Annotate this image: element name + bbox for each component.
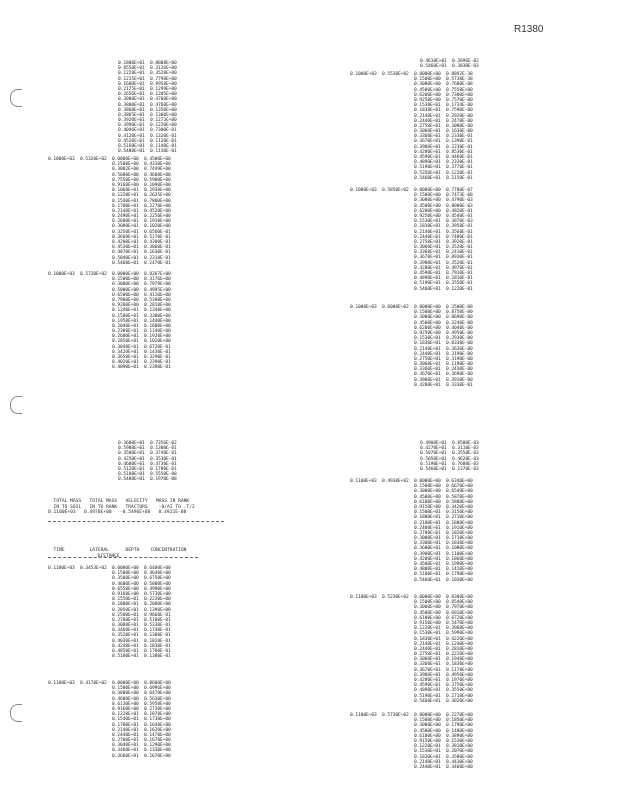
row-values: 0.2140E+01 0.3630E-00 (414, 346, 473, 352)
punch-hole (10, 396, 22, 414)
summary-h2-2: TRACTORS (125, 504, 148, 510)
row-values: 0.4200E+01 0.4300E-01 (112, 240, 171, 245)
row-values: 0.3460E+01 0.1740E-01 (112, 628, 171, 634)
row-values: 0.4500E+00 0.1480E+00 (414, 728, 473, 734)
row-values: 0.1500E+00 0.8540E+00 (414, 600, 473, 606)
row-values: 0.3980E+01 0.3520E-01 (414, 260, 473, 266)
row-values: 0.4590E+01 0.7910E-01 (414, 271, 473, 276)
row-values: 0.2175E+01 0.1299E+00 (118, 86, 177, 92)
row-values: 0.6100E+00 0.5800E+00 (414, 499, 473, 505)
row-values: 0.5190E+01 0.7600E-03 (420, 461, 479, 467)
group-label: 0.1000E+03 0.5530E+02 (350, 72, 409, 77)
group-label: 0.1080E+03 0.6000E+02 (350, 305, 409, 310)
row-values: 0.3650E+01 0.3290E-01 (112, 355, 171, 360)
row-values: 0.9250E+00 0.4950E-00 (414, 330, 473, 336)
row-values: 0.5100E+01 0.1790E+00 (414, 572, 473, 578)
conc-h-3: CONCENTRATION (150, 547, 187, 553)
row-values: 0.2440E+01 0.7480E-01 (414, 234, 473, 240)
row-values: 0.4850E+01 0.1780E-01 (112, 649, 171, 654)
row-values: 0.3040E+01 0.6720E-01 (112, 344, 171, 350)
row-values: 0.5100E+01 0.5550E-08 (118, 472, 177, 478)
row-values: 0.1500E+00 0.7473E-08 (414, 193, 473, 199)
data-block (420, 441, 479, 472)
row-values: 0.1530E+01 0.1734E-00 (414, 103, 473, 109)
row-values: 0.1580E+01 0.3300E+00 (112, 313, 171, 319)
data-block (350, 595, 473, 704)
row-values: 0.4530E+01 0.3860E-01 (112, 245, 171, 251)
row-values: 0.4500E+00 0.5870E+00 (414, 494, 473, 500)
row-values: 0.2600E+01 0.1910E+00 (112, 219, 171, 225)
data-row (350, 578, 473, 583)
row-values: 0.4280E+01 0.4970E-01 (414, 265, 473, 271)
row-values: 0.1830E+01 0.3500E+00 (414, 754, 473, 760)
row-values: 0.6200E+00 0.7300E+00 (414, 92, 473, 98)
row-values: 0.2440E+01 0.2810E+00 (414, 646, 473, 652)
row-values: 0.5460E+01 0.2470E-01 (112, 260, 171, 266)
row-values: 0.1830E+01 0.3950E-01 (414, 224, 473, 230)
row-values: 0.4600E+00 0.5800E+00 (112, 581, 171, 587)
row-values: 0.4500E+00 0.8000E-03 (414, 203, 473, 209)
row-values: 0.1220E+01 0.3960E+00 (414, 626, 473, 632)
row-values: 0.4200E+01 0.1860E+00 (414, 556, 473, 562)
group-label (350, 765, 409, 770)
group-label: 0.1100E+03 0.5730E+02 (350, 713, 409, 718)
row-values: 0.1700E+01 0.1640E+00 (112, 722, 171, 728)
data-row (48, 754, 171, 759)
row-values: 0.9160E+00 0.2730E+00 (112, 706, 171, 712)
row-values: 0.3002E+00 0.7449E+00 (112, 167, 171, 173)
row-values: 0.1530E+01 0.2930E-00 (414, 336, 473, 342)
row-values: 0.5460E+01 0.3020E+00 (414, 698, 473, 704)
row-values: 0.5980E+01 0.1300E-01 (118, 446, 177, 452)
row-values: 0.3980E+01 0.3910E-00 (414, 377, 473, 383)
row-values: 0.3000E+00 0.1790E+00 (414, 723, 473, 729)
row-values: 0.1530E+01 0.3870E-03 (414, 219, 473, 225)
row-values: 0.1060E+01 0.2930E+00 (112, 188, 171, 194)
row-values: 0.3670E+01 0.1170E+00 (414, 667, 473, 673)
row-values: 0.4020E+01 0.2390E-01 (112, 360, 171, 366)
row-values: 0.2140E+01 0.1620E+00 (112, 727, 171, 733)
group-label: 0.1100E+03 0.4170E+02 (48, 681, 107, 686)
summary-h2-0: IN TO SOIL (53, 504, 82, 510)
conc-h-1: LATERAL (89, 547, 109, 553)
row-values: 0.1240E+01 0.1340E+00 (112, 308, 171, 314)
row-values: 0.3360E+01 0.1830E+00 (414, 662, 473, 668)
row-values: 0.4520E+01 0.1120E-01 (118, 138, 177, 144)
row-values: 0.0000E+00 0.8892E-38 (414, 72, 473, 77)
row-values: 0.5000E+00 0.4995E+00 (112, 287, 171, 293)
summary-h-3: MASS IN RANK (155, 498, 190, 504)
punch-hole (10, 704, 22, 722)
row-values: 0.5040E+01 0.2310E-01 (112, 255, 171, 261)
divider (48, 557, 198, 558)
row-values: 0.3000E+00 0.7970E+00 (414, 605, 473, 611)
data-row (350, 765, 473, 770)
row-values: 0.1550E+01 0.2230E+00 (112, 597, 171, 603)
row-values: 0.1220E+01 0.2635E+00 (112, 193, 171, 199)
row-values: 0.1220E+01 0.3810E+00 (414, 744, 473, 750)
row-values: 0.3000E+00 0.8690E-00 (414, 315, 473, 321)
row-values: 0.9150E+00 0.3420E+00 (414, 504, 473, 510)
summary-h-0: TOTAL MASS (53, 498, 82, 504)
row-values: 0.6100E+00 0.6720E+00 (414, 615, 473, 621)
row-values: 0.3060E+01 0.1630E-00 (414, 129, 473, 135)
row-values: 0.3000E+00 0.7600E-08 (414, 82, 473, 88)
row-values: 0.1500E+00 0.8750E-00 (414, 310, 473, 316)
row-values: 0.2600E+01 0.1920E+00 (112, 334, 171, 340)
row-values: 0.2300E+01 0.1140E+00 (112, 329, 171, 335)
row-values: 0.3360E+01 0.2430E-00 (414, 367, 473, 373)
row-values: 0.3080E+01 0.5330E-01 (112, 623, 171, 629)
row-values: 0.3500E+00 0.6750E+00 (112, 576, 171, 582)
row-values: 0.5480E+01 0.1970E-08 (118, 477, 177, 483)
row-values: 0.6200E+00 0.4820E-01 (414, 208, 473, 214)
row-values: 0.4890E+01 0.2330E-01 (414, 160, 473, 166)
row-values: 0.5480E+01 0.1130E-01 (118, 149, 177, 155)
row-values: 0.1830E+01 0.8330E-00 (414, 341, 473, 347)
divider (48, 521, 224, 522)
row-values: 0.3250E+01 0.6560E-01 (112, 229, 171, 235)
row-values: 0.0000E+00 0.4500E+00 (112, 157, 171, 162)
row-values: 0.3600E+01 0.7356E-02 (118, 441, 177, 446)
row-values: 0.4280E+01 0.1970E+00 (414, 678, 473, 683)
row-values: 0.3420E+01 0.1430E-01 (112, 349, 171, 355)
row-values: 0.4280E+01 0.3330E-01 (414, 382, 473, 388)
row-values: 0.4280E+01 0.8530E-01 (414, 149, 473, 155)
row-values: 0.7550E+00 0.5900E+00 (112, 177, 171, 183)
row-values: 0.5190E+01 0.3550E-01 (414, 281, 473, 287)
row-values: 0.3660E+01 0.1670E+00 (112, 753, 171, 759)
row-values: 0.6130E+00 0.5950E+00 (112, 701, 171, 707)
row-values: 0.3000E+00 0.4790E-03 (414, 198, 473, 204)
row-values: 0.9250E+00 0.7570E-00 (414, 97, 473, 103)
row-values: 0.4500E+00 0.7550E+00 (414, 87, 473, 93)
row-values: 0.1830E+01 0.4220E+00 (414, 636, 473, 642)
data-row (118, 477, 177, 482)
conc-h2-1: DISTANCE (97, 553, 120, 559)
summary-h2-3: -0/AI TO .T/2 (158, 504, 195, 510)
row-values: 0.1950E+01 0.1440E+00 (112, 318, 171, 324)
row-values: 0.4250E+01 0.3530E-01 (118, 456, 177, 462)
data-block (350, 479, 473, 583)
row-values: 0.7900E+00 0.5390E+00 (112, 297, 171, 303)
row-values: 0.4046E+01 0.7300E-01 (118, 128, 177, 134)
row-values: 0.5350E+01 0.1220E-01 (414, 170, 473, 176)
row-values: 0.2750E+01 0.3920E-01 (414, 239, 473, 245)
row-values: 0.3860E+01 0.1350E+00 (118, 107, 177, 113)
row-values: 0.2100E+01 0.1800E+00 (414, 520, 473, 526)
row-values: 0.2040E+01 0.1600E+00 (112, 323, 171, 329)
row-values: 0.1220E+01 0.1870E+00 (112, 712, 171, 718)
data-block (350, 713, 473, 770)
row-values: 0.6100E+00 0.3890E+00 (414, 733, 473, 739)
row-values: 0.5460E+01 0.1150E-01 (414, 175, 473, 181)
row-values: 0.3980E+01 0.2230E-01 (414, 144, 473, 150)
row-values: 0.4030E+01 0.1820E-01 (112, 638, 171, 644)
group-label: 0.1000E+03 0.5850E+02 (350, 188, 409, 193)
row-values: 0.3900E+01 0.1100E+00 (414, 551, 473, 557)
row-values: 0.8550E+01 0.3126E+00 (118, 66, 177, 72)
row-values: 0.3360E+01 0.2410E-01 (414, 250, 473, 256)
row-values: 0.2780E+01 0.5180E-01 (112, 617, 171, 623)
row-values: 0.2700E+01 0.1820E+00 (414, 530, 473, 536)
row-values: 0.3000E+00 0.6540E+00 (414, 489, 473, 495)
conc-h-0: TIME (53, 547, 65, 553)
group-label (350, 287, 409, 292)
row-values: 0.0000E+00 0.2270E+00 (414, 713, 473, 718)
row-values: 0.4590E+01 0.4460E-01 (414, 155, 473, 160)
row-values: 0.3670E+01 0.8930E-01 (414, 255, 473, 261)
row-values: 0.4800E+01 0.1410E+00 (414, 567, 473, 573)
row-values: 0.2400E+01 0.1910E+00 (414, 525, 473, 531)
row-values: 0.2750E+01 0.3080E-00 (414, 123, 473, 129)
row-values: 0.1540E+01 0.1730E+00 (112, 717, 171, 723)
group-label (350, 176, 409, 181)
row-values: 0.4500E+00 0.6910E+00 (414, 610, 473, 616)
conc-h-2: DEPTH (125, 547, 140, 553)
row-values: 0.2490E+01 0.2250E+00 (112, 214, 171, 220)
group-label (350, 578, 409, 583)
row-values: 0.1530E+01 0.5990E+00 (414, 631, 473, 637)
row-values: 0.3060E+01 0.1190E-00 (414, 362, 473, 368)
row-values: 0.4600E+00 0.5630E+00 (112, 696, 171, 702)
row-values: 0.4500E+00 0.3240E-00 (414, 320, 473, 326)
row-values: 0.3500E+01 0.3748E-01 (118, 451, 177, 457)
summary-values: 0.1100E+03 0.4970E+00 -0.5496E+00 0.4921E-08 (48, 510, 187, 515)
row-values: 0.4270E+01 0.3110E-03 (420, 446, 479, 452)
row-values: 0.5050E+01 0.4620E-03 (420, 456, 479, 462)
row-values: 0.3060E+01 0.1940E+00 (414, 657, 473, 663)
row-values: 0.0000E+00 0.6400E+00 (112, 566, 171, 571)
row-values: 0.3000E+00 0.6470E+00 (112, 691, 171, 697)
data-row (350, 287, 473, 292)
row-values: 0.3865E+01 0.1300E+00 (118, 112, 177, 118)
row-values: 0.1215E+01 0.7798E+00 (118, 76, 177, 82)
row-values: 0.3660E+01 0.5170E-01 (112, 234, 171, 240)
row-values: 0.2440E+01 0.3190E-00 (414, 351, 473, 357)
data-row (350, 176, 473, 181)
row-values: 0.1600E+01 0.9958E+00 (118, 81, 177, 87)
data-block (350, 72, 473, 181)
row-values: 0.3080E+01 0.4780E+00 (118, 97, 177, 103)
group-label: 0.1000E+03 0.5720E+02 (48, 272, 107, 277)
row-values: 0.2440E+01 0.1470E+00 (112, 732, 171, 738)
row-values: 0.9160E+00 0.5730E+00 (112, 591, 171, 597)
row-values: 0.6200E+00 0.4040E-00 (414, 325, 473, 331)
data-block (48, 272, 171, 371)
group-label (48, 365, 107, 370)
row-values: 0.4870E+01 0.1630E-01 (112, 250, 171, 256)
row-values: 0.3670E+01 0.1390E-01 (414, 139, 473, 145)
summary-h-1: TOTAL MASS (89, 498, 118, 504)
row-values: 0.4600E+01 0.4730E-01 (118, 461, 177, 467)
row-values: 0.1700E+01 0.2270E+00 (112, 203, 171, 209)
row-values: 0.3990E+01 0.1220E+00 (118, 123, 177, 129)
group-label (350, 383, 409, 388)
group-label: 0.1100E+03 0.5230E+02 (350, 595, 409, 600)
row-values: 0.0000E+00 0.7780E-07 (414, 188, 473, 193)
row-values: 0.2656E+01 0.1205E+00 (118, 92, 177, 98)
data-row (420, 467, 479, 472)
row-values: 0.2850E+01 0.1020E+00 (112, 339, 171, 345)
punch-hole (10, 89, 22, 107)
row-values: 0.4890E+01 0.2810E-01 (414, 276, 473, 282)
row-values: 0.0000E+00 0.8600E+00 (112, 681, 171, 686)
data-row (350, 699, 473, 704)
row-values: 0.5100E+01 0.1380E-01 (112, 654, 171, 660)
group-label (48, 654, 107, 659)
row-values: 0.2440E+01 0.3460E+00 (414, 764, 473, 770)
row-values: 0.1220E+01 0.3528E+00 (118, 71, 177, 77)
row-values: 0.2140E+01 0.1240E+00 (414, 641, 473, 647)
row-values: 0.4890E+01 0.2390E-01 (112, 365, 171, 371)
row-values: 0.2140E+01 0.4430E+00 (414, 759, 473, 765)
row-values: 0.0000E+00 0.8300E+00 (414, 595, 473, 600)
page-id: R1380 (514, 24, 544, 35)
group-label (350, 699, 409, 704)
row-values: 0.1830E+01 0.7590E-00 (414, 108, 473, 114)
row-values: 0.2440E+01 0.2470E-00 (414, 118, 473, 124)
row-values: 0.2140E+01 0.3560E-01 (414, 229, 473, 235)
row-values: 0.9200E+00 0.2810E+00 (112, 303, 171, 309)
row-values: 0.3040E+01 0.1290E+00 (112, 743, 171, 749)
row-values: 0.1500E+01 0.3150E+00 (414, 510, 473, 516)
data-block (350, 305, 473, 388)
summary-h-2: VELOCITY (125, 498, 148, 504)
row-values: 0.3980E+01 0.4950E+00 (414, 672, 473, 678)
row-values: 0.4890E+01 0.3550E+00 (414, 688, 473, 694)
row-values: 0.5190E+01 0.3770E-01 (414, 165, 473, 171)
row-values: 0.5120E+01 0.1780E-01 (118, 466, 177, 472)
data-block (118, 441, 177, 483)
row-values: 0.5460E+01 0.1220E-01 (414, 286, 473, 292)
row-values: 0.3300E+01 0.1830E+00 (414, 541, 473, 547)
row-values: 0.5070E+01 0.3550E-03 (420, 451, 479, 457)
row-values: 0.1500E+00 0.4640E+00 (112, 571, 171, 577)
row-values: 0.1500E+00 0.4310E+00 (112, 162, 171, 168)
row-values: 0.9150E+00 0.1530E+00 (414, 738, 473, 744)
row-values: 0.1500E+00 0.5738E-38 (414, 77, 473, 83)
data-block (48, 566, 171, 659)
row-values: 0.2750E+01 0.2220E+00 (414, 652, 473, 658)
data-block (350, 188, 473, 292)
row-values: 0.5190E+01 0.2710E+00 (414, 693, 473, 699)
row-values: 0.1500E+00 0.6670E+00 (414, 484, 473, 490)
row-values: 0.9150E+00 0.5470E+00 (414, 620, 473, 626)
row-values: 0.5460E+01 0.1370E-03 (420, 466, 479, 472)
row-values: 0.3800E+01 0.4760E+00 (118, 102, 177, 108)
row-values: 0.1530E+01 0.2070E+00 (414, 749, 473, 755)
data-row (48, 654, 171, 659)
data-block (118, 61, 177, 154)
row-values: 0.4610E+01 0.3696E-02 (420, 59, 479, 64)
row-values: 0.3600E+01 0.1000E+00 (414, 546, 473, 552)
row-values: 0.0000E+00 0.8267E+00 (112, 272, 171, 277)
summary-header2 (48, 499, 195, 510)
data-block (420, 59, 479, 69)
data-row (118, 149, 177, 154)
row-values: 0.3080E+01 0.1020E+00 (112, 224, 171, 230)
row-values: 0.4900E+01 0.8500E-03 (420, 441, 479, 446)
group-label: 0.1100E+03 0.3453E+02 (48, 566, 107, 571)
row-values: 0.2140E+01 0.4520E+00 (112, 208, 171, 214)
data-row (350, 383, 473, 388)
row-values: 0.6550E+00 0.4990E+00 (112, 586, 171, 592)
row-values: 0.4590E+01 0.3750E+00 (414, 683, 473, 689)
row-values: 0.3000E+01 0.1710E+00 (414, 536, 473, 542)
row-values: 0.1800E+01 0.2710E+00 (414, 515, 473, 521)
group-label: 0.1100E+03 0.4930E+02 (350, 479, 409, 484)
row-values: 0.1500E+00 0.3176E+00 (112, 277, 171, 283)
row-values: 0.1540E+01 0.7800E+00 (112, 198, 171, 204)
row-values: 0.1800E+01 0.2000E+00 (112, 602, 171, 608)
row-values: 0.9250E+00 0.4540E-01 (414, 213, 473, 219)
row-values: 0.5460E+01 0.3830E-03 (420, 64, 479, 70)
row-values: 0.4240E+01 0.1830E-01 (112, 643, 171, 649)
row-values: 0.4500E+01 0.1990E+00 (414, 562, 473, 567)
row-values: 0.3670E+01 0.3690E-00 (414, 372, 473, 378)
row-values: 0.2140E+01 0.2920E-00 (414, 113, 473, 119)
row-values: 0.5000E+00 0.4688E+00 (112, 172, 171, 178)
summary-h2-1: IN TO RANK (89, 504, 118, 510)
data-row (48, 261, 171, 266)
data-row (420, 64, 479, 69)
data-block (48, 681, 171, 759)
row-values: 0.2050E+01 0.1390E+00 (112, 607, 171, 613)
row-values: 0.4120E+01 0.1320E-01 (118, 133, 177, 139)
row-values: 0.2500E+01 0.9660E-01 (112, 612, 171, 618)
data-block (48, 157, 171, 266)
group-label: 0.1000E+03 0.5320E+02 (48, 157, 107, 162)
row-values: 0.3060E+01 0.3520E-01 (414, 245, 473, 251)
row-values: 0.0000E+00 0.2500E-08 (414, 305, 473, 310)
group-label (48, 261, 107, 266)
row-values: 0.1800E+01 0.8808E+00 (118, 61, 177, 66)
row-values: 0.1500E+00 0.6996E+00 (112, 686, 171, 692)
row-values: 0.0000E+00 0.6340E+00 (414, 479, 473, 484)
row-values: 0.3000E+00 0.7979E+00 (112, 282, 171, 288)
group-label (48, 754, 107, 759)
row-values: 0.9160E+00 0.1090E+00 (112, 182, 171, 188)
row-values: 0.3520E+01 0.1380E-01 (112, 633, 171, 639)
row-values: 0.2700E+01 0.1670E+00 (112, 738, 171, 744)
row-values: 0.1500E+00 0.1850E+00 (414, 718, 473, 724)
row-values: 0.6500E+00 0.4110E+00 (112, 292, 171, 298)
row-values: 0.3460E+01 0.1330E+00 (112, 748, 171, 754)
row-values: 0.2750E+01 0.3190E-00 (414, 356, 473, 362)
data-row (48, 365, 171, 370)
row-values: 0.3920E+01 0.1273E+00 (118, 118, 177, 124)
row-values: 0.3360E+01 0.2330E-01 (414, 134, 473, 140)
row-values: 0.5160E+01 0.1140E-01 (118, 144, 177, 149)
row-values: 0.5460E+01 0.1030E+00 (414, 577, 473, 583)
